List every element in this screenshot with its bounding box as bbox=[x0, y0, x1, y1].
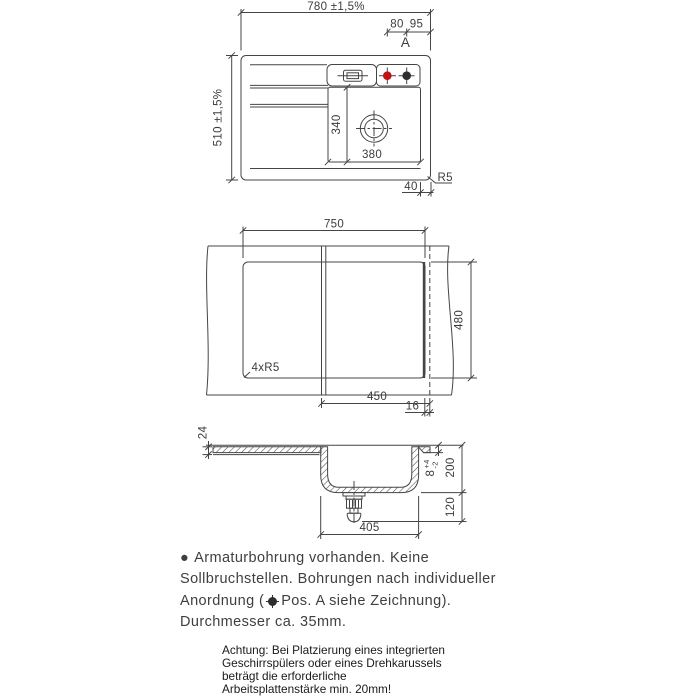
dim-bowl-depth-label: 200 bbox=[445, 457, 457, 478]
dim-rim-drop-label bbox=[422, 459, 440, 476]
warning-line: Arbeitsplattenstärke min. 20mm! bbox=[222, 681, 392, 696]
section-view bbox=[203, 441, 467, 539]
dim-cutout-offset-label: 16 bbox=[405, 400, 420, 413]
warning-block bbox=[222, 644, 512, 696]
faucet-hole-marker-a bbox=[399, 68, 416, 85]
notes-block bbox=[180, 548, 532, 634]
svg-text:+4: +4 bbox=[422, 459, 431, 469]
drain-hole bbox=[356, 111, 392, 147]
note-line: Sollbruchstellen. Bohrungen nach individueller bbox=[180, 571, 496, 588]
dim-bowl-bottom-width-label: 405 bbox=[359, 522, 380, 534]
cutout-outline bbox=[243, 262, 425, 378]
warning-line: Geschirrspülers oder eines Drehkarussels bbox=[222, 655, 442, 670]
dim-cutout-bowl-width-label: 450 bbox=[366, 391, 388, 403]
rim-right bbox=[418, 447, 430, 453]
dim-cutout-height-label: 480 bbox=[453, 309, 466, 331]
cutout-view bbox=[207, 227, 478, 417]
dim-rim-thickness-label: 24 bbox=[197, 425, 210, 440]
plan-view bbox=[226, 9, 452, 197]
dim-hole-spacing-label: 80 bbox=[390, 18, 404, 31]
svg-text:-2: -2 bbox=[430, 461, 440, 469]
note-line: Anordnung ( Pos. A siehe Zeichnung). bbox=[180, 592, 452, 609]
bowl-wall-section bbox=[321, 447, 419, 493]
dim-bowl-width-label: 340 bbox=[331, 114, 343, 135]
break-line-left bbox=[207, 246, 209, 395]
hole-position-label: A bbox=[400, 35, 411, 50]
svg-text:8: 8 bbox=[425, 469, 437, 477]
cutout-dimension-lines bbox=[243, 227, 477, 417]
dim-outer-height-label: 510 ±1,5% bbox=[212, 88, 225, 147]
note-line: ● Armaturbohrung vorhanden. Keine bbox=[180, 550, 430, 566]
dim-outer-width-label: 780 ±1,5% bbox=[307, 1, 365, 13]
dim-bowl-length-label: 380 bbox=[361, 149, 383, 161]
dim-hole-edge-label: 95 bbox=[409, 18, 424, 31]
note-line: Durchmesser ca. 35mm. bbox=[180, 614, 347, 631]
bullet-icon: ● bbox=[180, 550, 190, 566]
cutout-corner-radius-label: 4xR5 bbox=[251, 362, 280, 374]
overflow-icon bbox=[338, 70, 369, 81]
dimension-ticks bbox=[205, 9, 474, 537]
dim-drain-height-label: 120 bbox=[445, 496, 457, 518]
corner-radius-leader bbox=[244, 372, 250, 378]
position-marker-icon bbox=[268, 597, 277, 606]
dim-bowl-edge-offset-label: 40 bbox=[404, 181, 418, 193]
break-line-right bbox=[448, 246, 454, 395]
warning-line: beträgt die erforderliche bbox=[222, 668, 347, 683]
rim-left bbox=[213, 447, 321, 453]
corner-radius-label: R5 bbox=[437, 172, 453, 184]
dim-cutout-width-label: 750 bbox=[323, 218, 345, 231]
warning-line: Achtung: Bei Platzierung eines integrierten bbox=[222, 643, 445, 657]
faucet-hole-marker-red bbox=[379, 68, 396, 85]
